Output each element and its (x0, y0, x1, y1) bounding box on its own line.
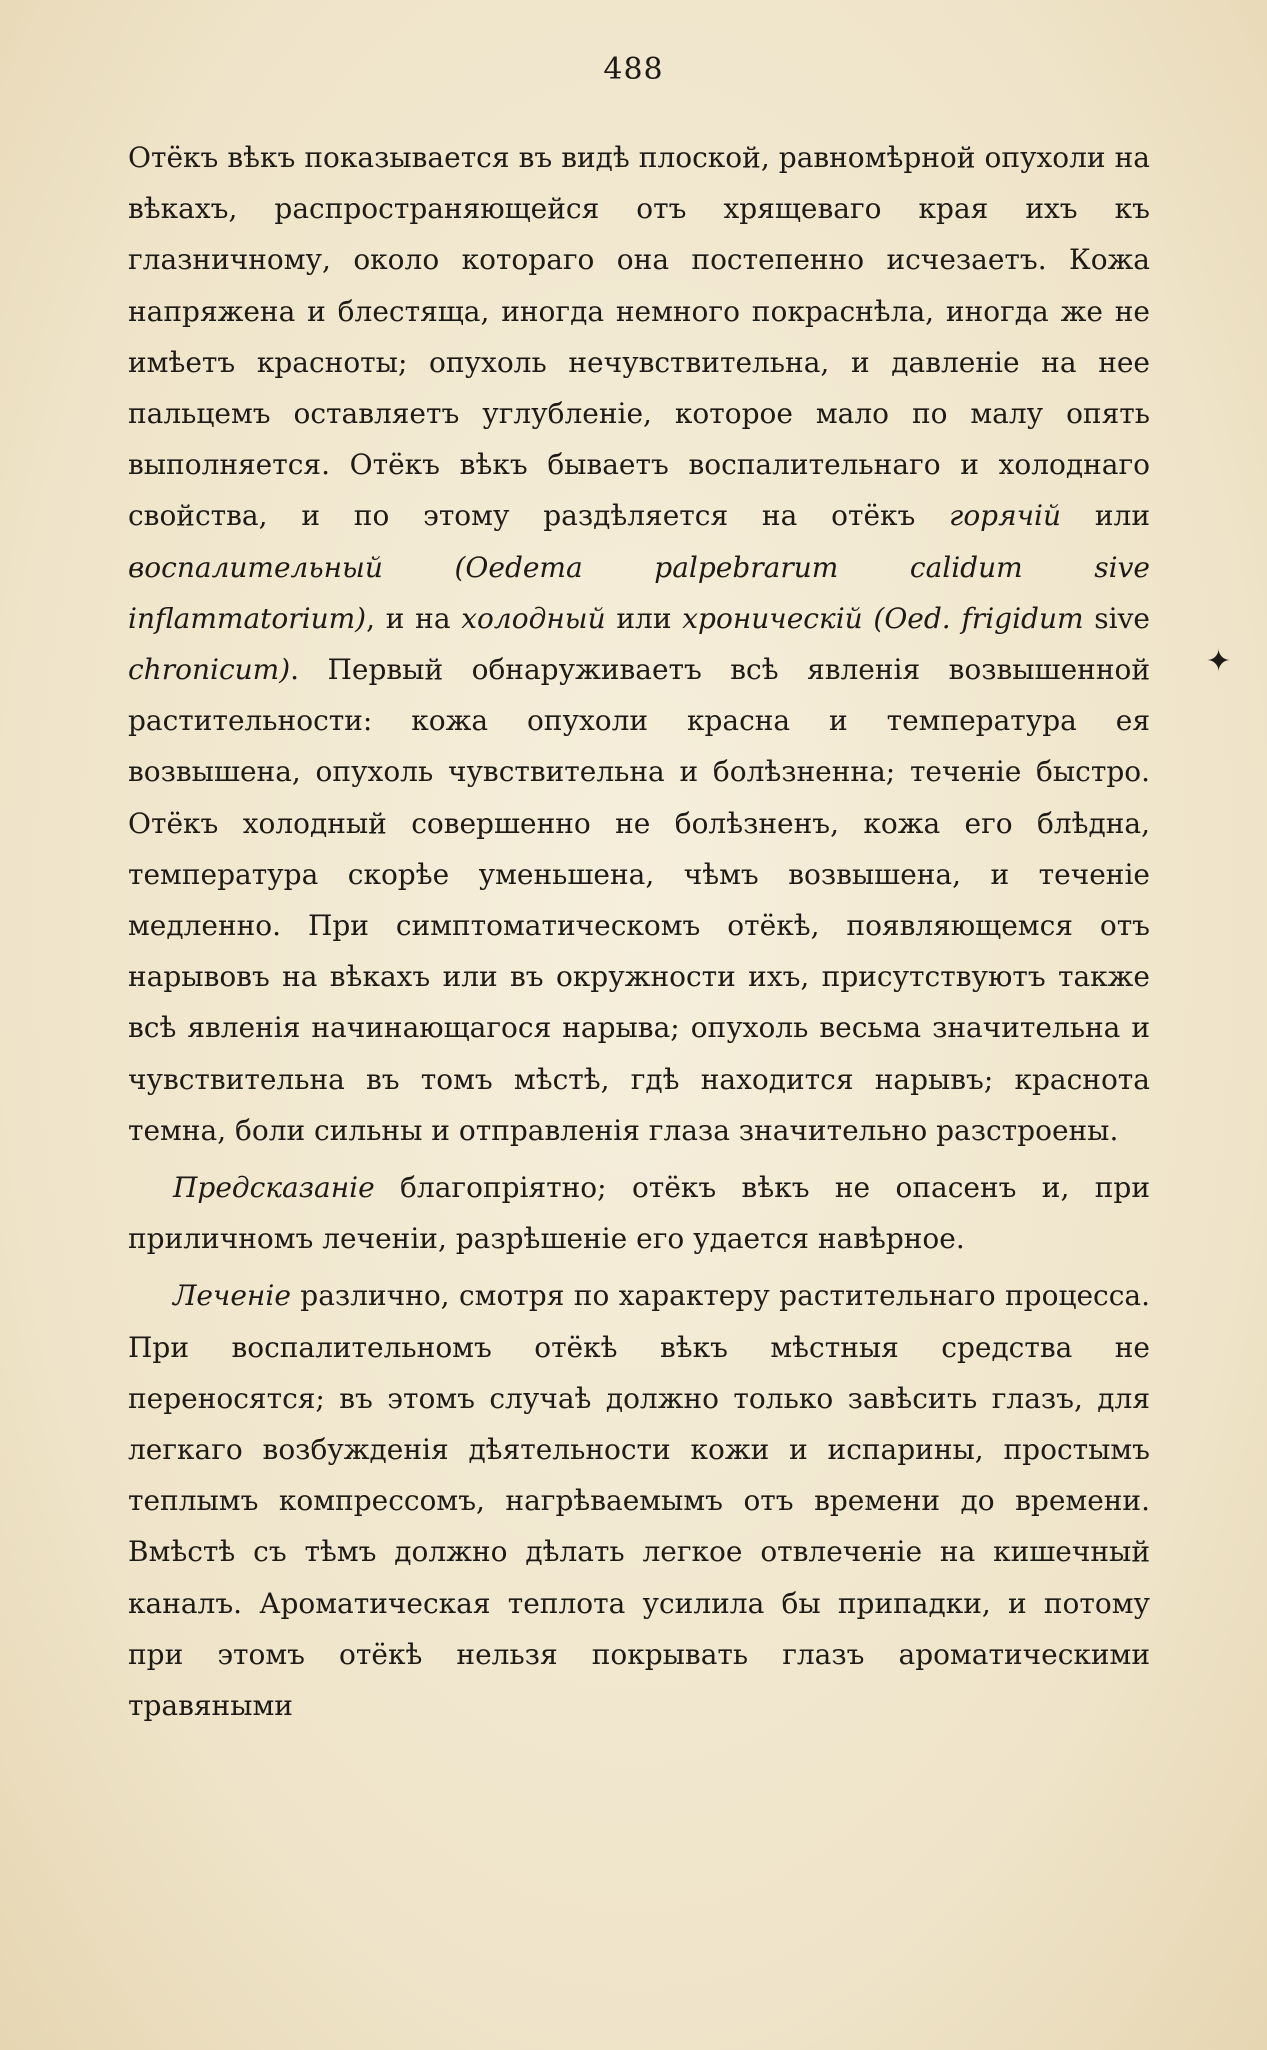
latin-term-chronicum: chronicum) (128, 653, 291, 687)
paragraph-treatment (128, 1270, 1150, 1731)
term-cold: холодный (461, 601, 606, 635)
text-segment: , и на (366, 601, 462, 635)
paragraph-description (128, 132, 1150, 1156)
text-segment: . Первый обнаруживаетъ всѣ явленія возвышенной растительности: кожа опухоли красна и температура ея возвышена, опухоль чувствительна и болѣзненна; теченіе быстро. Отёкъ холодный совершенно не болѣзненъ, кожа его блѣдна, температура скорѣе уменьшена, чѣмъ возвышена, и теченіе медленно. При симптоматическомъ отёкѣ, появляющемся отъ нарывовъ на вѣкахъ или въ окружности ихъ, присутствуютъ также всѣ явленія начинающагося нарыва; опухоль весьма значительна и чувствительна въ томъ мѣстѣ, гдѣ находится нарывъ; краснота темна, боли сильны и отправленія глаза значительно разстроены. (128, 653, 1150, 1147)
heading-prognosis: Предсказаніе (173, 1171, 375, 1205)
text-segment: sive (1083, 601, 1150, 635)
text-segment: различно, смотря по характеру растительнаго процесса. При воспалительномъ отёкѣ вѣкъ мѣстныя средства не переносятся; въ этомъ случаѣ должно только завѣсить глазъ, для легкаго возбужденія дѣятельности кожи и испарины, простымъ теплымъ компрессомъ, нагрѣваемымъ отъ времени до времени. Вмѣстѣ съ тѣмъ должно дѣлать легкое отвлеченіе на кишечный каналъ. Ароматическая теплота усилила бы припадки, и потому при этомъ отёкѣ нельзя покрывать глазъ ароматическими травяными (128, 1279, 1150, 1723)
latin-term-chronic: хроническій (Oed. frigidum (682, 601, 1084, 635)
latin-term-inflammatory: воспалительный (Oedema palpebrarum calidum sive inflammatorium) (128, 550, 1150, 635)
text-segment: или (1061, 499, 1150, 533)
text-segment: благопріятно; отёкъ вѣкъ не опасенъ и, при приличномъ леченіи, разрѣшеніе его удается навѣрное. (128, 1171, 1150, 1256)
page-number: 488 (603, 52, 664, 87)
margin-ink-mark: ✦ (1206, 644, 1232, 679)
text-segment: Отёкъ вѣкъ показывается въ видѣ плоской, равномѣрной опухоли на вѣкахъ, распространяющейся отъ хрящеваго края ихъ къ глазничному, около котораго она постепенно исчезаетъ. Кожа напряжена и блестяща, иногда немного покраснѣла, иногда же не имѣетъ красноты; опухоль нечувствительна, и давленіе на нее пальцемъ оставляетъ углубленіе, которое мало по малу опять выполняется. Отёкъ вѣкъ бываетъ воспалительнаго и холоднаго свойства, и по этому раздѣляется на отёкъ (128, 141, 1150, 533)
text-segment: или (605, 601, 683, 635)
heading-treatment: Леченіе (173, 1279, 291, 1313)
body-text (128, 132, 1150, 1731)
paragraph-prognosis (128, 1162, 1150, 1264)
term-hot: горячій (949, 499, 1062, 533)
